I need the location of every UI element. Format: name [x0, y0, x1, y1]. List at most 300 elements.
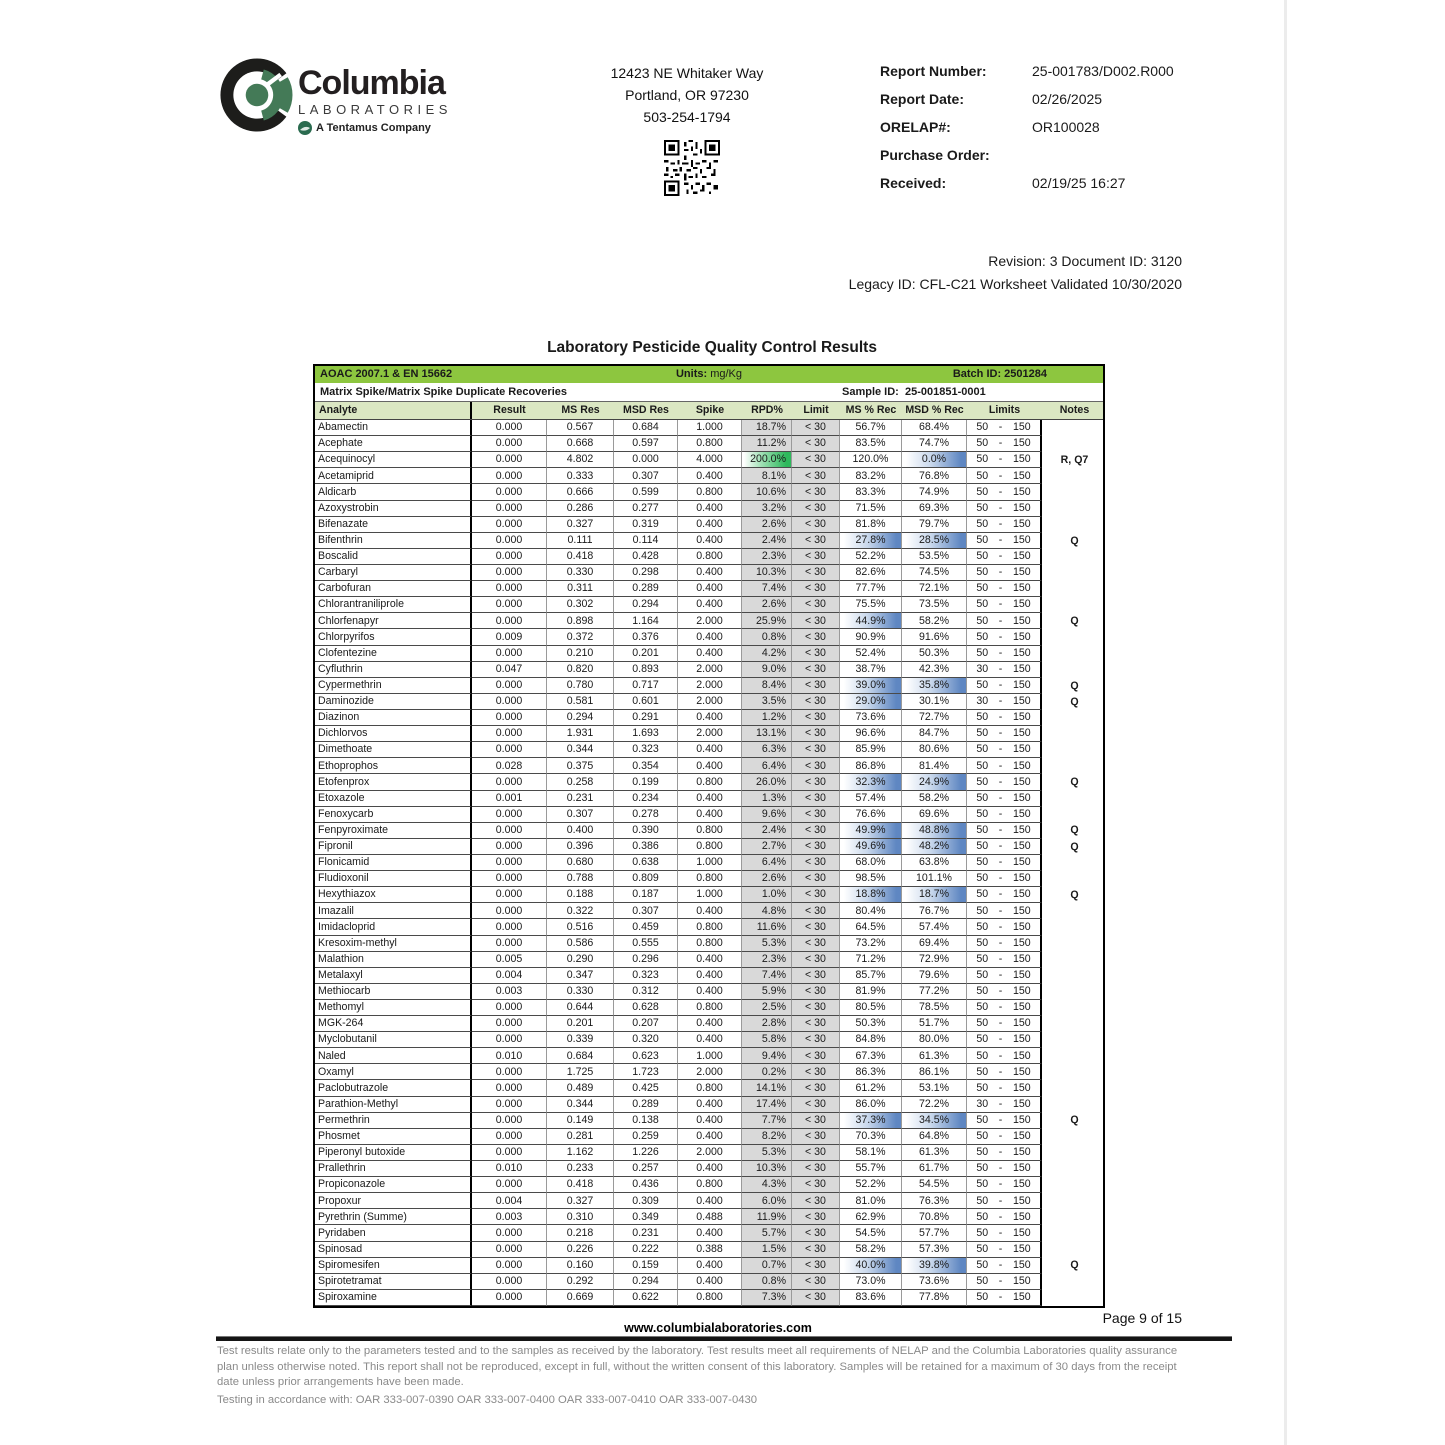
- limit-high: 150: [1012, 840, 1031, 853]
- limit-dash: -: [998, 1049, 1003, 1062]
- ms-rec-value: 32.3%: [840, 774, 902, 790]
- ms-rec-value: 58.2%: [840, 1242, 902, 1258]
- notes-value: [1042, 1097, 1107, 1113]
- analyte-name: Clofentezine: [315, 646, 472, 662]
- limit-low: 50: [976, 711, 989, 724]
- msd-res-value: 0.114: [614, 533, 678, 549]
- spike-value: 0.400: [678, 1274, 742, 1290]
- analyte-row: [315, 1258, 1103, 1274]
- analyte-row: [315, 1016, 1103, 1032]
- analyte-row: [315, 1064, 1103, 1080]
- limit-low: 50: [976, 1065, 989, 1078]
- limit-low: 50: [976, 437, 989, 450]
- recovery-limits: [967, 855, 1042, 871]
- rpd-value: 6.3%: [742, 742, 792, 758]
- limit-low: 50: [976, 1194, 989, 1207]
- spike-value: 0.400: [678, 1225, 742, 1241]
- rpd-value: 2.4%: [742, 533, 792, 549]
- analyte-name: Fenpyroximate: [315, 823, 472, 839]
- ms-res-value: 0.231: [547, 791, 614, 807]
- analyte-name: Dimethoate: [315, 742, 472, 758]
- msd-rec-value: 39.8%: [902, 1258, 967, 1274]
- limit-dash: -: [998, 743, 1003, 756]
- analyte-name: Prallethrin: [315, 1161, 472, 1177]
- limit-high: 150: [1012, 1001, 1031, 1014]
- ms-rec-value: 83.6%: [840, 1290, 902, 1306]
- result-value: 0.000: [472, 468, 547, 484]
- limit-dash: -: [998, 550, 1003, 563]
- recovery-limits: [967, 1016, 1042, 1032]
- spike-value: 2.000: [678, 678, 742, 694]
- analyte-row: [315, 774, 1103, 790]
- limit-low: 50: [976, 1113, 989, 1126]
- spike-value: 0.800: [678, 839, 742, 855]
- limit-value: < 30: [792, 694, 840, 710]
- analyte-row: [315, 968, 1103, 984]
- ms-res-value: 0.226: [547, 1242, 614, 1258]
- analyte-name: Pyridaben: [315, 1225, 472, 1241]
- spike-value: 0.488: [678, 1209, 742, 1225]
- limit-value: < 30: [792, 1290, 840, 1306]
- analyte-row: [315, 871, 1103, 887]
- limit-value: < 30: [792, 1161, 840, 1177]
- notes-value: Q: [1070, 679, 1079, 692]
- ms-res-value: 0.201: [547, 1016, 614, 1032]
- col-limits: Limits: [988, 404, 1021, 416]
- analyte-row: [315, 1193, 1103, 1209]
- analyte-name: Spirotetramat: [315, 1274, 472, 1290]
- col-analyte: Analyte: [315, 402, 472, 419]
- analyte-name: Diazinon: [315, 710, 472, 726]
- limit-low: 50: [976, 1226, 989, 1239]
- analyte-name: Cypermethrin: [315, 678, 472, 694]
- spike-value: 0.400: [678, 597, 742, 613]
- ms-rec-value: 81.8%: [840, 517, 902, 533]
- notes-value: [1042, 484, 1107, 500]
- recovery-limits: [967, 1113, 1042, 1129]
- msd-res-value: 0.289: [614, 1097, 678, 1113]
- limit-dash: -: [998, 1178, 1003, 1191]
- batch-id: Batch ID: 2501284: [952, 368, 1047, 380]
- report-date-value: 02/26/2025: [1032, 91, 1103, 107]
- recovery-limits: [967, 871, 1042, 887]
- qc-table-title: Laboratory Pesticide Quality Control Results: [547, 339, 877, 356]
- notes-value: [1042, 1145, 1107, 1161]
- analyte-name: Carbofuran: [315, 581, 472, 597]
- msd-rec-value: 79.6%: [902, 968, 967, 984]
- limit-low: 50: [976, 920, 989, 933]
- limit-dash: -: [998, 1194, 1003, 1207]
- msd-rec-value: 81.4%: [902, 758, 967, 774]
- ms-res-value: 0.418: [547, 549, 614, 565]
- ms-rec-value: 86.3%: [840, 1064, 902, 1080]
- recovery-limits: [967, 1048, 1042, 1064]
- result-value: 0.005: [472, 952, 547, 968]
- ms-res-value: 0.327: [547, 1193, 614, 1209]
- limit-high: 150: [1012, 1065, 1031, 1078]
- rpd-value: 25.9%: [742, 613, 792, 629]
- analyte-name: Fludioxonil: [315, 871, 472, 887]
- limit-high: 150: [1012, 582, 1031, 595]
- limit-high: 150: [1012, 1194, 1031, 1207]
- limit-value: < 30: [792, 517, 840, 533]
- analyte-row: [315, 919, 1103, 935]
- limit-high: 150: [1012, 1226, 1031, 1239]
- result-value: 0.000: [472, 581, 547, 597]
- msd-rec-value: 86.1%: [902, 1064, 967, 1080]
- result-value: 0.010: [472, 1161, 547, 1177]
- limit-low: 50: [976, 1162, 989, 1175]
- recovery-limits: [967, 1274, 1042, 1290]
- limit-value: < 30: [792, 646, 840, 662]
- notes-value: [1042, 1064, 1107, 1080]
- notes-value: [1042, 742, 1107, 758]
- limit-high: 150: [1012, 1146, 1031, 1159]
- analyte-name: Spiroxamine: [315, 1290, 472, 1306]
- limit-high: 150: [1012, 920, 1031, 933]
- limit-value: < 30: [792, 1113, 840, 1129]
- ms-rec-value: 67.3%: [840, 1048, 902, 1064]
- rpd-value: 13.1%: [742, 726, 792, 742]
- analyte-name: Malathion: [315, 952, 472, 968]
- analyte-name: Phosmet: [315, 1129, 472, 1145]
- limit-low: 50: [976, 823, 989, 836]
- limit-value: < 30: [792, 823, 840, 839]
- ms-res-value: 0.290: [547, 952, 614, 968]
- ms-rec-value: 52.2%: [840, 1177, 902, 1193]
- msd-rec-value: 73.5%: [902, 597, 967, 613]
- limit-low: 50: [976, 1049, 989, 1062]
- result-value: 0.000: [472, 774, 547, 790]
- analyte-row: [315, 468, 1103, 484]
- limit-low: 50: [976, 985, 989, 998]
- limit-dash: -: [998, 759, 1003, 772]
- recovery-limits: [967, 1225, 1042, 1241]
- analyte-name: Parathion-Methyl: [315, 1097, 472, 1113]
- ms-rec-value: 57.4%: [840, 791, 902, 807]
- msd-rec-value: 58.2%: [902, 791, 967, 807]
- ms-rec-value: 75.5%: [840, 597, 902, 613]
- rpd-value: 5.8%: [742, 1032, 792, 1048]
- msd-rec-value: 48.8%: [902, 823, 967, 839]
- result-value: 0.028: [472, 758, 547, 774]
- analyte-row: [315, 887, 1103, 903]
- msd-rec-value: 18.7%: [902, 887, 967, 903]
- recovery-limits: [967, 1193, 1042, 1209]
- notes-value: [1042, 420, 1107, 436]
- analyte-name: Piperonyl butoxide: [315, 1145, 472, 1161]
- msd-rec-value: 48.2%: [902, 839, 967, 855]
- col-result: Result: [493, 404, 526, 416]
- limit-high: 150: [1012, 662, 1031, 675]
- result-value: 0.000: [472, 533, 547, 549]
- analyte-name: Ethoprophos: [315, 758, 472, 774]
- msd-res-value: 0.257: [614, 1161, 678, 1177]
- ms-res-value: 0.294: [547, 710, 614, 726]
- spike-value: 0.800: [678, 436, 742, 452]
- ms-res-value: 0.780: [547, 678, 614, 694]
- rpd-value: 1.2%: [742, 710, 792, 726]
- msd-res-value: 0.323: [614, 968, 678, 984]
- ms-res-value: 0.567: [547, 420, 614, 436]
- msd-res-value: 1.693: [614, 726, 678, 742]
- legacy-id-line: Legacy ID: CFL-C21 Worksheet Validated 10/30/2020: [848, 276, 1182, 292]
- recovery-limits: [967, 1258, 1042, 1274]
- result-value: 0.004: [472, 968, 547, 984]
- limit-high: 150: [1012, 1258, 1031, 1271]
- msd-rec-value: 74.9%: [902, 484, 967, 500]
- limit-dash: -: [998, 1242, 1003, 1255]
- limit-dash: -: [998, 679, 1003, 691]
- result-value: 0.000: [472, 1145, 547, 1161]
- limit-value: < 30: [792, 1048, 840, 1064]
- report-date-label: Report Date:: [880, 91, 965, 107]
- limit-value: < 30: [792, 549, 840, 565]
- col-msd-res: MSD Res: [623, 404, 669, 416]
- msd-res-value: 0.201: [614, 646, 678, 662]
- analyte-name: Chlorfenapyr: [315, 613, 472, 629]
- msd-res-value: 0.425: [614, 1080, 678, 1096]
- msd-res-value: 0.599: [614, 484, 678, 500]
- ms-rec-value: 68.0%: [840, 855, 902, 871]
- ms-res-value: 0.347: [547, 968, 614, 984]
- notes-value: [1042, 1000, 1107, 1016]
- spike-value: 0.400: [678, 903, 742, 919]
- analyte-name: Imazalil: [315, 903, 472, 919]
- notes-value: [1042, 1080, 1107, 1096]
- recovery-limits: [967, 452, 1042, 468]
- limit-high: 150: [1012, 936, 1031, 949]
- ms-res-value: 0.644: [547, 1000, 614, 1016]
- rpd-value: 8.1%: [742, 468, 792, 484]
- limit-dash: -: [998, 872, 1003, 885]
- ms-rec-value: 83.2%: [840, 468, 902, 484]
- analyte-name: Aldicarb: [315, 484, 472, 500]
- limit-dash: -: [998, 437, 1003, 450]
- notes-value: [1042, 1193, 1107, 1209]
- ms-rec-value: 71.5%: [840, 501, 902, 517]
- msd-rec-value: 58.2%: [902, 613, 967, 629]
- rpd-value: 1.3%: [742, 791, 792, 807]
- recovery-limits: [967, 597, 1042, 613]
- analyte-name: Acetamiprid: [315, 468, 472, 484]
- analyte-name: Imidacloprid: [315, 919, 472, 935]
- analyte-name: Flonicamid: [315, 855, 472, 871]
- notes-value: [1042, 710, 1107, 726]
- recovery-limits: [967, 758, 1042, 774]
- lab-address: [527, 62, 847, 128]
- rpd-value: 1.0%: [742, 887, 792, 903]
- limit-dash: -: [998, 936, 1003, 949]
- msd-res-value: 0.298: [614, 565, 678, 581]
- rpd-value: 9.0%: [742, 662, 792, 678]
- result-value: 0.000: [472, 1032, 547, 1048]
- result-value: 0.000: [472, 1016, 547, 1032]
- recovery-limits: [967, 952, 1042, 968]
- ms-res-value: 0.680: [547, 855, 614, 871]
- limit-value: < 30: [792, 613, 840, 629]
- limit-dash: -: [998, 1258, 1003, 1271]
- limit-value: < 30: [792, 436, 840, 452]
- spike-value: 0.400: [678, 968, 742, 984]
- limit-low: 50: [976, 614, 989, 627]
- limit-dash: -: [998, 1210, 1003, 1223]
- ms-rec-value: 70.3%: [840, 1129, 902, 1145]
- ms-rec-value: 96.6%: [840, 726, 902, 742]
- spike-value: 0.400: [678, 758, 742, 774]
- ms-rec-value: 39.0%: [840, 678, 902, 694]
- rpd-value: 0.8%: [742, 629, 792, 645]
- ms-res-value: 0.372: [547, 629, 614, 645]
- msd-res-value: 0.312: [614, 984, 678, 1000]
- ms-rec-value: 61.2%: [840, 1080, 902, 1096]
- msd-res-value: 0.207: [614, 1016, 678, 1032]
- limit-low: 50: [976, 501, 989, 514]
- msd-rec-value: 80.0%: [902, 1032, 967, 1048]
- msd-res-value: 0.289: [614, 581, 678, 597]
- notes-value: [1042, 758, 1107, 774]
- recovery-limits: [967, 565, 1042, 581]
- recovery-limits: [967, 581, 1042, 597]
- result-value: 0.000: [472, 887, 547, 903]
- result-value: 0.000: [472, 726, 547, 742]
- limit-dash: -: [998, 421, 1003, 434]
- limit-dash: -: [998, 823, 1003, 836]
- limit-low: 50: [976, 791, 989, 804]
- spike-value: 0.400: [678, 468, 742, 484]
- qc-results-table: [313, 364, 1105, 1308]
- limit-low: 50: [976, 517, 989, 530]
- analyte-name: Bifenthrin: [315, 533, 472, 549]
- notes-value: Q: [1070, 840, 1079, 853]
- analyte-name: Abamectin: [315, 420, 472, 436]
- analyte-row: [315, 549, 1103, 565]
- result-value: 0.000: [472, 613, 547, 629]
- ms-res-value: 0.286: [547, 501, 614, 517]
- limit-low: 50: [976, 840, 989, 853]
- result-value: 0.010: [472, 1048, 547, 1064]
- recovery-limits: [967, 646, 1042, 662]
- msd-rec-value: 54.5%: [902, 1177, 967, 1193]
- limit-value: < 30: [792, 1193, 840, 1209]
- analyte-name: Methiocarb: [315, 984, 472, 1000]
- recovery-limits: [967, 774, 1042, 790]
- qc-table-body: [315, 420, 1103, 1306]
- rpd-value: 3.2%: [742, 501, 792, 517]
- analyte-row: [315, 1000, 1103, 1016]
- result-value: 0.000: [472, 1177, 547, 1193]
- analyte-row: [315, 726, 1103, 742]
- rpd-value: 9.6%: [742, 807, 792, 823]
- msd-rec-value: 35.8%: [902, 678, 967, 694]
- spike-value: 0.800: [678, 823, 742, 839]
- result-value: 0.000: [472, 452, 547, 468]
- recovery-limits: [967, 517, 1042, 533]
- recovery-limits: [967, 742, 1042, 758]
- analyte-row: [315, 1048, 1103, 1064]
- limit-high: 150: [1012, 501, 1031, 514]
- limit-low: 50: [976, 566, 989, 579]
- msd-rec-value: 30.1%: [902, 694, 967, 710]
- analyte-name: Propiconazole: [315, 1177, 472, 1193]
- msd-rec-value: 69.6%: [902, 807, 967, 823]
- result-value: 0.000: [472, 919, 547, 935]
- msd-res-value: 0.628: [614, 1000, 678, 1016]
- rpd-value: 2.5%: [742, 1000, 792, 1016]
- analyte-name: Methomyl: [315, 1000, 472, 1016]
- ms-res-value: 0.281: [547, 1129, 614, 1145]
- limit-low: 50: [976, 1033, 989, 1046]
- msd-rec-value: 24.9%: [902, 774, 967, 790]
- website-link[interactable]: www.columbialaboratories.com: [624, 1321, 812, 1335]
- limit-high: 150: [1012, 823, 1031, 836]
- limit-high: 150: [1012, 1081, 1031, 1094]
- msd-res-value: 0.555: [614, 936, 678, 952]
- ms-res-value: 1.725: [547, 1064, 614, 1080]
- msd-res-value: 0.349: [614, 1209, 678, 1225]
- ms-rec-value: 52.2%: [840, 549, 902, 565]
- msd-rec-value: 72.2%: [902, 1097, 967, 1113]
- msd-rec-value: 74.7%: [902, 436, 967, 452]
- analyte-row: [315, 484, 1103, 500]
- spike-value: 2.000: [678, 613, 742, 629]
- limit-value: < 30: [792, 871, 840, 887]
- notes-value: [1042, 807, 1107, 823]
- limit-low: 50: [976, 775, 989, 788]
- notes-value: [1042, 646, 1107, 662]
- recovery-limits: [967, 1064, 1042, 1080]
- limit-dash: -: [998, 840, 1003, 853]
- rpd-value: 14.1%: [742, 1080, 792, 1096]
- msd-rec-value: 63.8%: [902, 855, 967, 871]
- logo-name: Columbia: [298, 64, 445, 102]
- analyte-row: [315, 742, 1103, 758]
- limit-low: 50: [976, 534, 989, 547]
- spike-value: 0.400: [678, 742, 742, 758]
- ms-rec-value: 80.5%: [840, 1000, 902, 1016]
- limit-low: 50: [976, 582, 989, 595]
- rpd-value: 7.7%: [742, 1113, 792, 1129]
- msd-rec-value: 53.5%: [902, 549, 967, 565]
- msd-res-value: 0.138: [614, 1113, 678, 1129]
- analyte-name: Myclobutanil: [315, 1032, 472, 1048]
- limit-dash: -: [998, 614, 1003, 627]
- msd-rec-value: 70.8%: [902, 1209, 967, 1225]
- limit-low: 30: [976, 1097, 989, 1110]
- limit-high: 150: [1012, 421, 1031, 434]
- rpd-value: 4.3%: [742, 1177, 792, 1193]
- spike-value: 0.400: [678, 1258, 742, 1274]
- limit-value: < 30: [792, 984, 840, 1000]
- limit-low: 50: [976, 1001, 989, 1014]
- limit-value: < 30: [792, 1129, 840, 1145]
- limit-high: 150: [1012, 453, 1031, 466]
- recovery-limits: [967, 662, 1042, 678]
- limit-high: 150: [1012, 1242, 1031, 1255]
- limit-high: 150: [1012, 888, 1031, 901]
- spike-value: 4.000: [678, 452, 742, 468]
- ms-res-value: 0.310: [547, 1209, 614, 1225]
- result-value: 0.001: [472, 791, 547, 807]
- limit-low: 50: [976, 1081, 989, 1094]
- limit-high: 150: [1012, 630, 1031, 643]
- analyte-name: Azoxystrobin: [315, 501, 472, 517]
- result-value: 0.000: [472, 484, 547, 500]
- ms-rec-value: 73.2%: [840, 936, 902, 952]
- result-value: 0.000: [472, 823, 547, 839]
- ms-rec-value: 81.9%: [840, 984, 902, 1000]
- rpd-value: 11.9%: [742, 1209, 792, 1225]
